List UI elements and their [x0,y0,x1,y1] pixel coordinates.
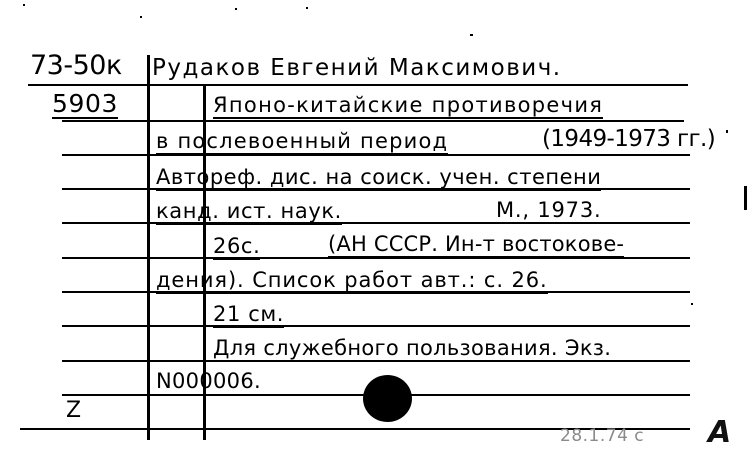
stamp-number: 28.1.74 с [560,426,645,446]
restriction-line: Для служебного пользования. Экз. [213,336,612,360]
scan-speck [235,8,237,10]
scan-speck [744,186,747,210]
thesis-type-line: Автореф. дис. на соиск. учен. степени [156,165,602,189]
ruled-line [62,120,684,122]
imprint: М., 1973. [496,198,602,222]
scan-speck [726,130,728,133]
author-heading: Рудаков Евгений Максимович. [152,55,562,81]
vertical-rule-left [147,55,150,440]
pages: 26с. [213,234,261,258]
institution-line-2: дения). Список работ авт.: с. 26. [156,268,548,292]
ruled-line [62,325,690,327]
scan-speck [691,303,693,305]
title-line-2: в послевоенный период [156,129,449,153]
scan-speck [140,16,142,18]
degree-line: канд. ист. наук. [156,199,342,223]
title-line-1: Японо-китайские противоречия [213,93,604,117]
copy-number: N000006. [156,369,261,393]
punch-hole [363,375,412,422]
shelf-mark: 73-50к [30,50,122,81]
size-line: 21 см. [213,302,285,326]
margin-mark: Z [66,398,82,423]
scan-speck [306,7,308,9]
scan-speck [470,34,473,36]
corner-signature: А [708,415,732,450]
ruled-line [28,84,688,86]
inventory-number: 5903 [52,89,119,118]
scan-speck [23,4,25,6]
institution-line-1: (АН СССР. Ин-т востокове- [328,232,625,256]
title-years: (1949-1973 гг.) [542,126,716,152]
